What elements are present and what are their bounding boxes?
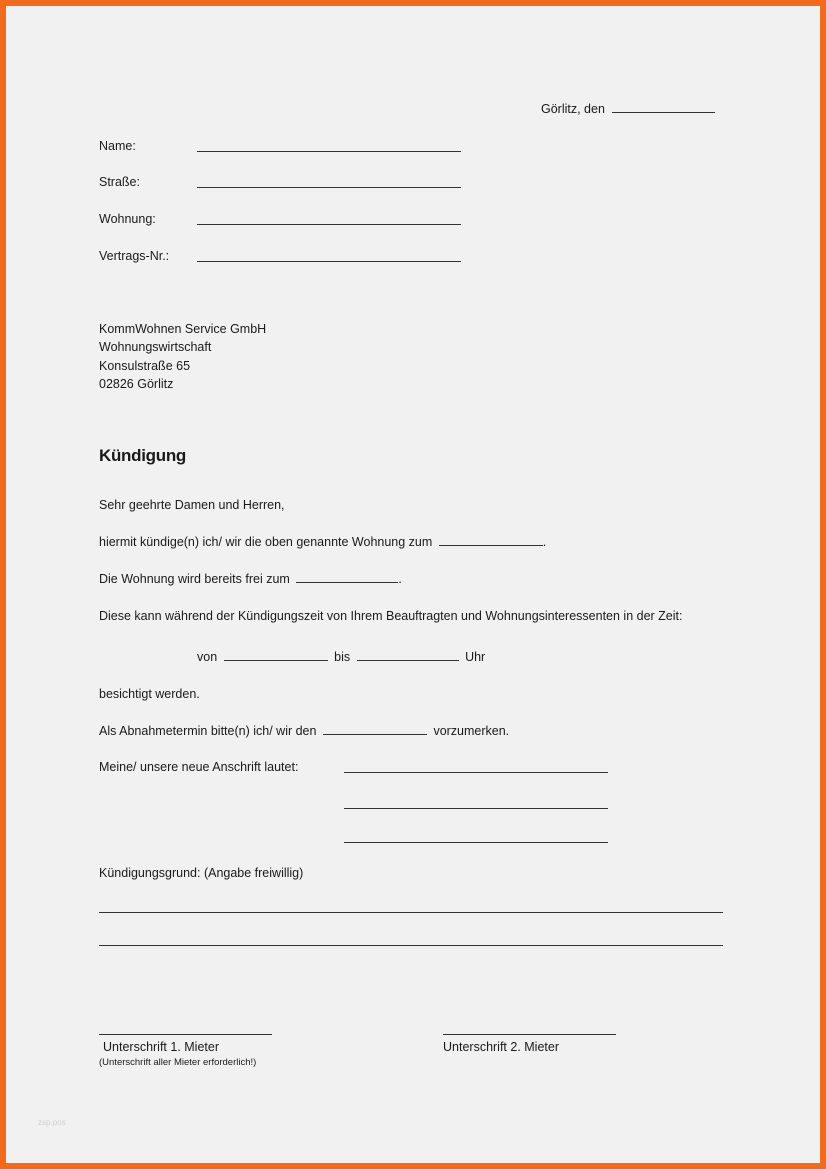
signature-note: (Unterschrift aller Mieter erforderlich!) (99, 1057, 257, 1068)
signature-label-2: Unterschrift 2. Mieter (443, 1040, 560, 1054)
date-blank (612, 101, 715, 113)
signature-line-1 (99, 1034, 272, 1035)
place-date-label: Görlitz, den (541, 102, 605, 116)
handover-text: Als Abnahmetermin bitte(n) ich/ wir den (99, 724, 317, 738)
paragraph-handover (99, 723, 509, 739)
termination-date-blank (439, 534, 543, 546)
time-to-label: bis (334, 650, 351, 664)
signature-label-1: Unterschrift 1. Mieter (103, 1040, 220, 1054)
field-label-apartment: Wohnung: (99, 212, 156, 226)
signature-line-2 (443, 1034, 616, 1035)
document-title: Kündigung (99, 446, 186, 465)
place-date (541, 101, 715, 117)
new-address-line-3 (344, 842, 608, 843)
field-label-street: Straße: (99, 175, 140, 189)
handover-date-blank (323, 723, 427, 735)
salutation: Sehr geehrte Damen und Herren, (99, 498, 285, 512)
field-label-name: Name: (99, 139, 136, 153)
reason-line-1 (99, 912, 723, 913)
field-label-contract-no: Vertrags-Nr.: (99, 249, 170, 263)
new-address-line-2 (344, 808, 608, 809)
paragraph-viewing: Diese kann während der Kündigungszeit von Ihrem Beauftragten und Wohnungsinteressenten in der Zeit: (99, 609, 683, 623)
recipient-line-1: KommWohnen Service GmbH (99, 322, 267, 336)
time-from-label: von (197, 650, 218, 664)
field-line-contract-no (197, 261, 461, 262)
vacant-text: Die Wohnung wird bereits frei zum (99, 572, 290, 586)
new-address-label: Meine/ unsere neue Anschrift lautet: (99, 760, 299, 774)
time-from-blank (224, 649, 328, 661)
watermark: zsp.pos (38, 1118, 66, 1127)
reason-line-2 (99, 945, 723, 946)
paragraph-viewed: besichtigt werden. (99, 687, 200, 701)
field-line-apartment (197, 224, 461, 225)
vacant-period: . (398, 572, 402, 586)
viewing-time-row (197, 649, 485, 665)
recipient-line-2: Wohnungswirtschaft (99, 340, 212, 354)
termination-text: hiermit kündige(n) ich/ wir die oben genannte Wohnung zum (99, 535, 433, 549)
paragraph-termination-date (99, 534, 546, 550)
termination-period: . (542, 535, 547, 549)
recipient-line-3: Konsulstraße 65 (99, 359, 191, 373)
field-line-name (197, 151, 461, 152)
vacant-date-blank (296, 571, 398, 583)
paragraph-vacant-date (99, 571, 402, 587)
field-line-street (197, 187, 461, 188)
reason-label: Kündigungsgrund: (Angabe freiwillig) (99, 866, 304, 880)
time-unit-label: Uhr (465, 650, 486, 664)
handover-suffix: vorzumerken. (433, 724, 510, 738)
time-to-blank (357, 649, 459, 661)
recipient-line-4: 02826 Görlitz (99, 377, 174, 391)
new-address-line-1 (344, 772, 608, 773)
